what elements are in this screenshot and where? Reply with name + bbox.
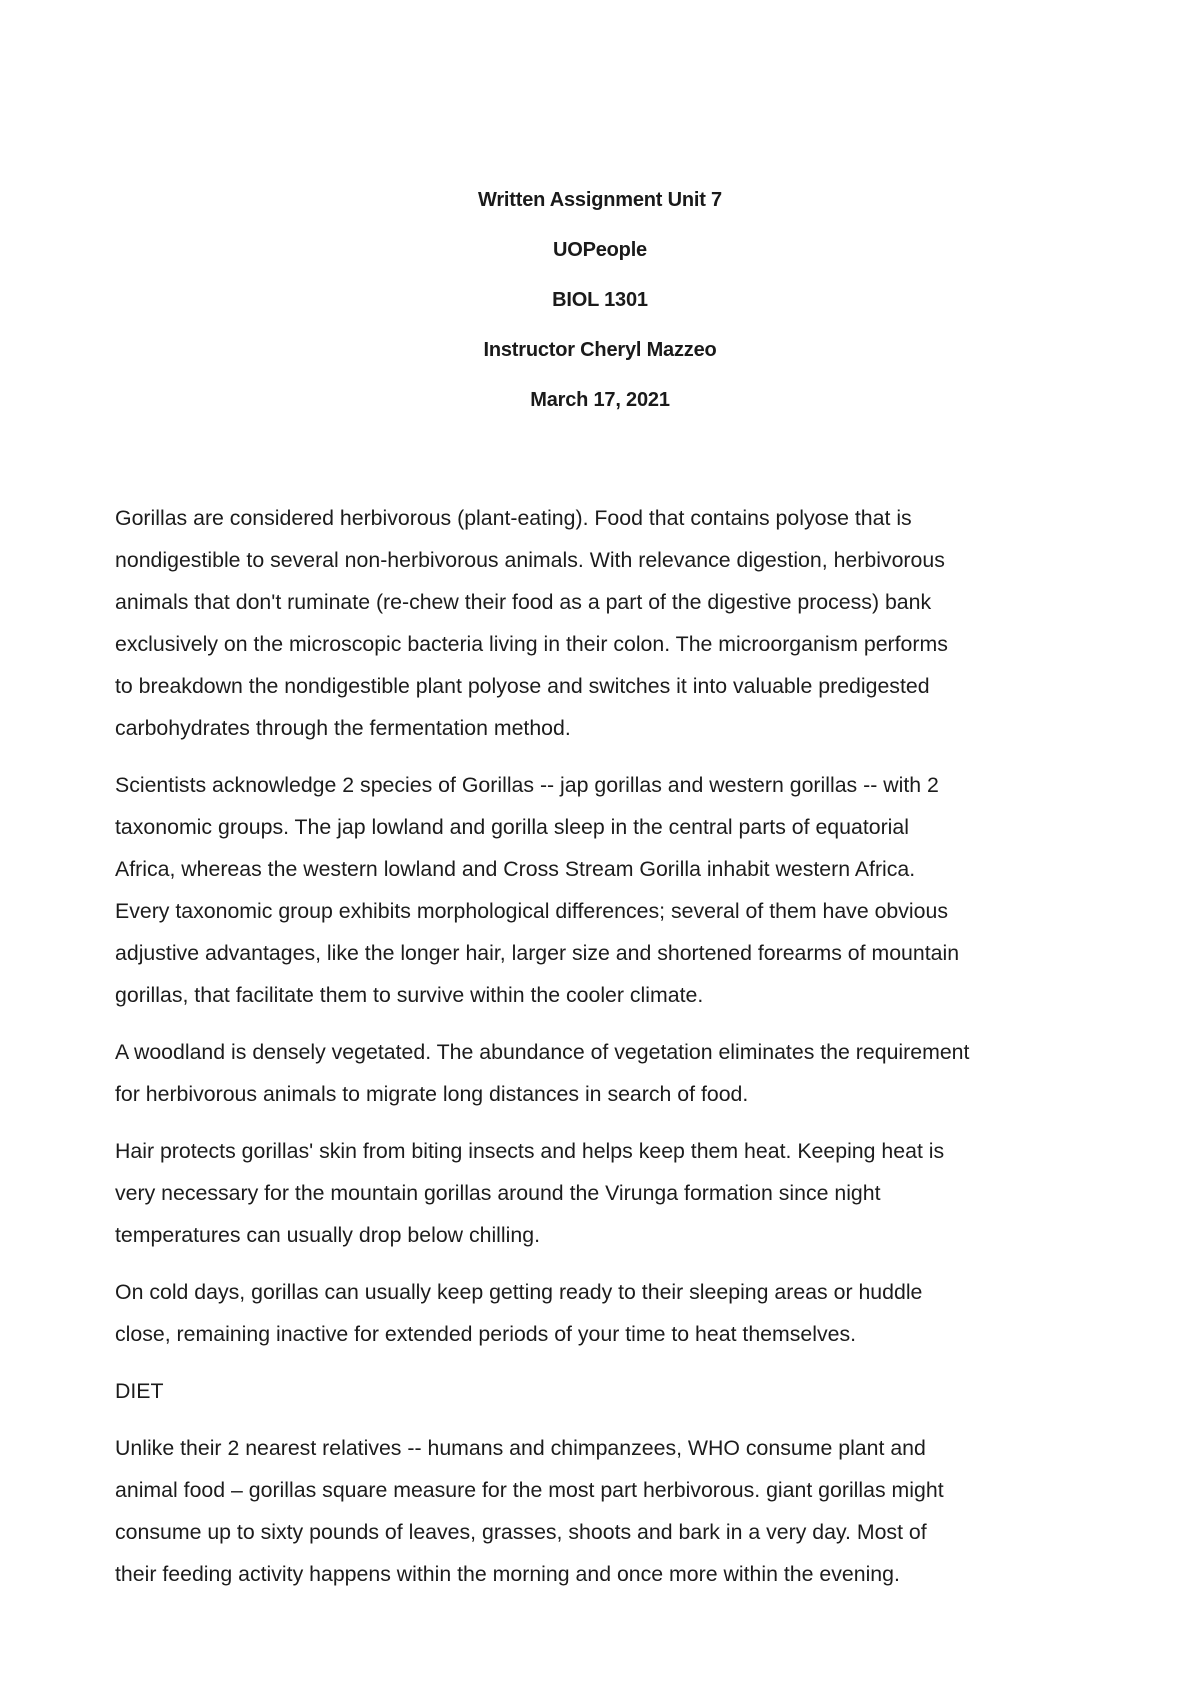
assignment-date: March 17, 2021 <box>530 389 670 411</box>
assignment-title: Written Assignment Unit 7 <box>478 189 722 211</box>
document-body <box>115 497 1115 1610</box>
paragraph-digestion: Gorillas are considered herbivorous (plant-eating). Food that contains polyose that is nondigestible to several non-herbivorous animals. With relevance digestion, herbivorous animals that don't ruminate (re-chew their food as a part of the digestive process) bank exclusively on the microscopic bacteria living in their colon. The microorganism performs to breakdown the nondigestible plant polyose and switches it into valuable predigested carbohydrates through the fermentation method. <box>115 506 948 740</box>
instructor-name: Instructor Cheryl Mazzeo <box>483 339 717 361</box>
paragraph-diet: Unlike their 2 nearest relatives -- humans and chimpanzees, WHO consume plant and animal food – gorillas square measure for the most part herbivorous. giant gorillas might consume up to sixty pounds of leaves, grasses, shoots and bark in a very day. Most of their feeding activity happens within the morning and once more within the evening. <box>115 1436 944 1586</box>
title-block <box>0 186 1200 436</box>
section-heading-diet: DIET <box>115 1379 164 1403</box>
institution-name: UOPeople <box>553 239 647 261</box>
paragraph-species: Scientists acknowledge 2 species of Gorillas -- jap gorillas and western gorillas -- with 2 taxonomic groups. The jap lowland and gorilla sleep in the central parts of equatorial Africa, whereas the western lowland and Cross Stream Gorilla inhabit western Africa. Every taxonomic group exhibits morphological differences; several of them have obvious adjustive advantages, like the longer hair, larger size and shortened forearms of mountain gorillas, that facilitate them to survive within the cooler climate. <box>115 773 960 1007</box>
paragraph-hair: Hair protects gorillas' skin from biting insects and helps keep them heat. Keeping heat is very necessary for the mountain gorillas around the Virunga formation since night temperatures can usually drop below chilling. <box>115 1139 945 1247</box>
paragraph-cold-days: On cold days, gorillas can usually keep getting ready to their sleeping areas or huddle close, remaining inactive for extended periods of your time to heat themselves. <box>115 1280 923 1346</box>
paragraph-woodland: A woodland is densely vegetated. The abundance of vegetation eliminates the requirement for herbivorous animals to migrate long distances in search of food. <box>115 1040 970 1106</box>
course-code: BIOL 1301 <box>552 289 648 311</box>
